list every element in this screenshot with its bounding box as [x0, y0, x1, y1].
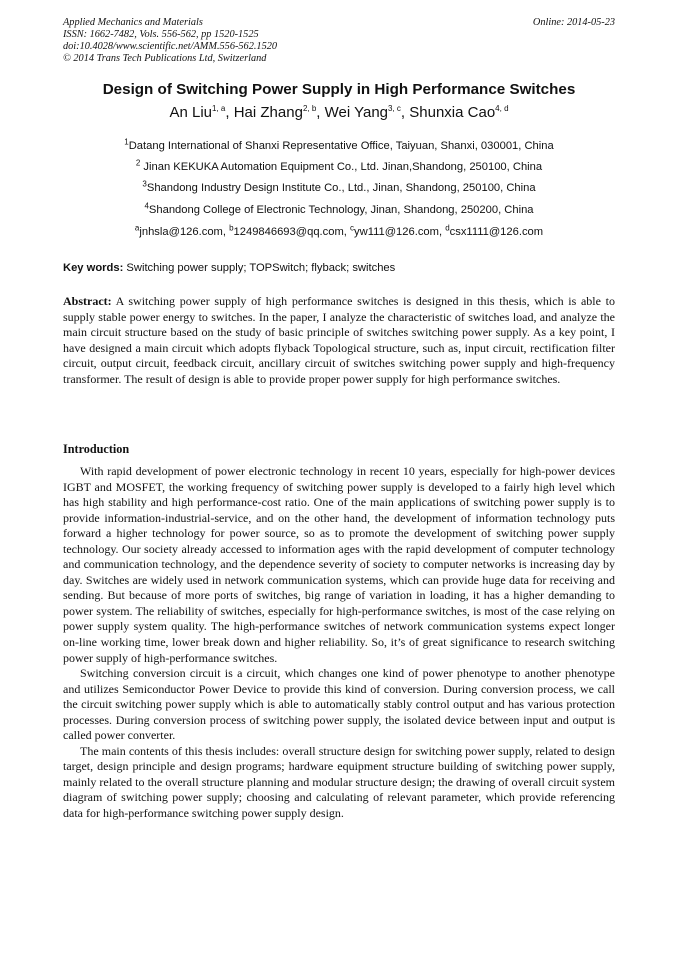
copyright-line: © 2014 Trans Tech Publications Ltd, Switzerland: [63, 53, 267, 64]
paper-title: Design of Switching Power Supply in High Performance Switches: [102, 81, 576, 98]
affiliation-superscript: 2: [135, 158, 141, 168]
affiliation-superscript: 3: [142, 179, 147, 189]
keywords: [63, 262, 618, 274]
author-superscript: 3, c: [388, 104, 401, 113]
author-superscript: 4, d: [495, 104, 509, 113]
online-date: Online: 2014-05-23: [532, 17, 615, 28]
affiliation-text: Shandong College of Electronic Technology, Jinan, Shandong, 250200, China: [148, 204, 534, 216]
body-paragraph: The main contents of this thesis includes: overall structure design for switching power supply, related to design target, design principle and design programs; hardware equipment structure building of switching power supply, mainly related to the overall structure planning and modular structure design; the drawing of overall circuit system diagram of switching power supply; choosing and calculating of relevant parameter, which provide referencing data for high-performance switching power supply design.: [63, 743, 615, 821]
body-paragraph: Switching conversion circuit is a circuit, which changes one kind of power phenotype to another phenotype and utilizes Semiconductor Power Device to provide this kind of conversion. During conversion process, we call the circuit switching power supply which is able to automatically stably control output and has various protection processes. During conversion process of switching power supply, the isolated device between input and output is called power converter.: [63, 666, 615, 743]
email-list: [0, 223, 678, 238]
introduction-body: [63, 464, 615, 822]
author-name: Hai Zhang: [233, 104, 303, 121]
email-address[interactable]: 1249846693@qq.com,: [233, 226, 351, 238]
issn-line: ISSN: 1662-7482, Vols. 556-562, pp 1520-1525: [63, 29, 259, 40]
affiliation-superscript: 1: [124, 137, 129, 147]
abstract-text: A switching power supply of high performance switches is designed in this thesis, which is able to supply stable power energy to switches. In the paper, I analyze the characteristic of switches load, and analyze the main circuit structure based on the study of basic principle of switches switching power supply. As a key point, I have designed a main circuit which adopts flyback Topological structure, such as, input circuit, rectification filter circuit, output circuit, feedback circuit, ancillary circuit of switches switching power supply and high-frequency transformer. The result of design is able to provide proper power supply for high performance switches.: [63, 294, 615, 386]
email-address[interactable]: jnhsla@126.com,: [139, 226, 230, 238]
journal-name: Applied Mechanics and Materials: [63, 17, 203, 28]
affiliation-text: Jinan KEKUKA Automation Equipment Co., Ltd. Jinan,Shandong, 250100, China: [140, 161, 543, 173]
author-superscript: 2, b: [302, 104, 317, 113]
email-superscript: d: [445, 223, 450, 233]
author-list: An Liu$^{1, a}$, Hai Zhang$^{2, b}$, Wei Yang$^{3, c}$, Shunxia Cao$^{4, d}$: [169, 104, 509, 121]
email-superscript: b: [229, 223, 234, 233]
email-superscript: c: [350, 223, 355, 233]
doi-line: doi:10.4028/www.scientific.net/AMM.556-562.1520: [63, 41, 278, 52]
email-address[interactable]: csx1111@126.com: [449, 226, 544, 238]
section-heading-introduction: Introduction: [63, 442, 130, 456]
body-paragraph: With rapid development of power electronic technology in recent 10 years, especially for high-power devices IGBT and MOSFET, the working frequency of switching power supply is developed to a fairly high level which has high stability and high performance-cost ratio. One of the main applications of switching power supply is to provide information-industrial-service, and on the other hand, the development of information technology puts forward a higher technology for power source, so as to promote the development of switching power supply technology. Our society already accessed to information ages with the rapid development of computer technology and communication technology, and the dependence severity of society to computer networks is increasing day by day. Switches are widely used in network communication systems, which can provide huge data for receiving and sending. But because of more ports of switches, big range of variation in loading, it has a higher demanding to power system. The reliability of switches, especially for high-performance switches, is most of the case relying on power supply system quality. The high-performance switches of network communication systems expect longer on-line working time, lower break down and higher reliability. So, it’s of great significance to research switching power supply of high-performance switches.: [63, 464, 615, 665]
keywords-text: Switching power supply; TOPSwitch; flyback; switches: [123, 262, 396, 274]
author-name: Wei Yang: [324, 104, 389, 121]
keywords-label: Key words:: [63, 262, 124, 274]
abstract: [63, 294, 615, 387]
email-superscript: a: [134, 223, 140, 233]
author-name: Shunxia Cao: [409, 104, 496, 121]
affiliation-text: Shandong Industry Design Institute Co., Ltd., Jinan, Shandong, 250100, China: [146, 182, 536, 194]
affiliation-1: [0, 137, 678, 152]
affiliation-text: Datang International of Shanxi Representative Office, Taiyuan, Shanxi, 030001, China: [128, 140, 554, 152]
abstract-label: Abstract:: [63, 294, 112, 308]
email-address[interactable]: yw111@126.com,: [354, 226, 446, 238]
author-superscript: 1, a: [212, 104, 226, 113]
journal-header: [63, 17, 615, 65]
affiliation-3: [0, 179, 678, 194]
affiliation-2: [0, 158, 678, 173]
affiliation-superscript: 4: [144, 201, 149, 211]
affiliation-4: [0, 201, 678, 216]
author-name: An Liu: [169, 104, 213, 121]
